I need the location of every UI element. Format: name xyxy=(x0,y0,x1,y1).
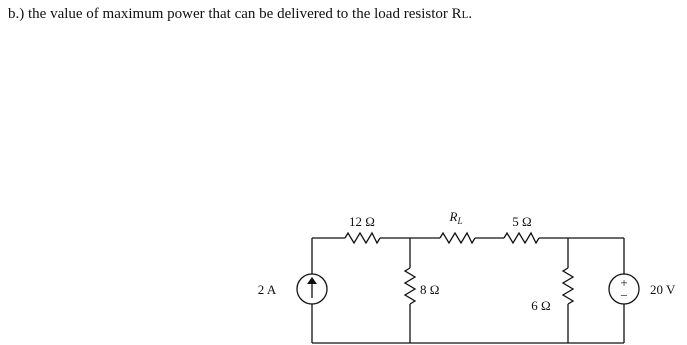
resistor-8-zigzag xyxy=(405,268,415,304)
resistor-12-zigzag xyxy=(345,233,380,243)
voltage-minus-sign: − xyxy=(620,288,628,303)
resistor-12-label: 12 Ω xyxy=(349,214,375,229)
voltage-source-label: 20 V xyxy=(650,282,676,297)
question-subscript: L xyxy=(461,9,469,21)
voltage-source xyxy=(609,274,639,304)
resistor-rl-zigzag xyxy=(440,233,475,243)
resistor-rl-label-main: R xyxy=(449,209,458,224)
resistor-rl-label-sub: L xyxy=(457,216,463,226)
resistor-6-label: 6 Ω xyxy=(531,298,551,313)
question-prefix: b.) the value of maximum power that can be delivered to the load resistor R xyxy=(8,6,462,22)
resistor-8-label: 8 Ω xyxy=(420,282,440,297)
resistor-rl-label xyxy=(449,209,463,226)
resistor-5-zigzag xyxy=(504,233,539,243)
current-source xyxy=(297,274,327,304)
voltage-plus-sign: + xyxy=(620,275,628,290)
resistor-5-label: 5 Ω xyxy=(512,214,532,229)
current-source-label: 2 A xyxy=(257,282,277,297)
question-suffix: . xyxy=(468,6,473,22)
resistor-6-zigzag xyxy=(563,268,573,304)
